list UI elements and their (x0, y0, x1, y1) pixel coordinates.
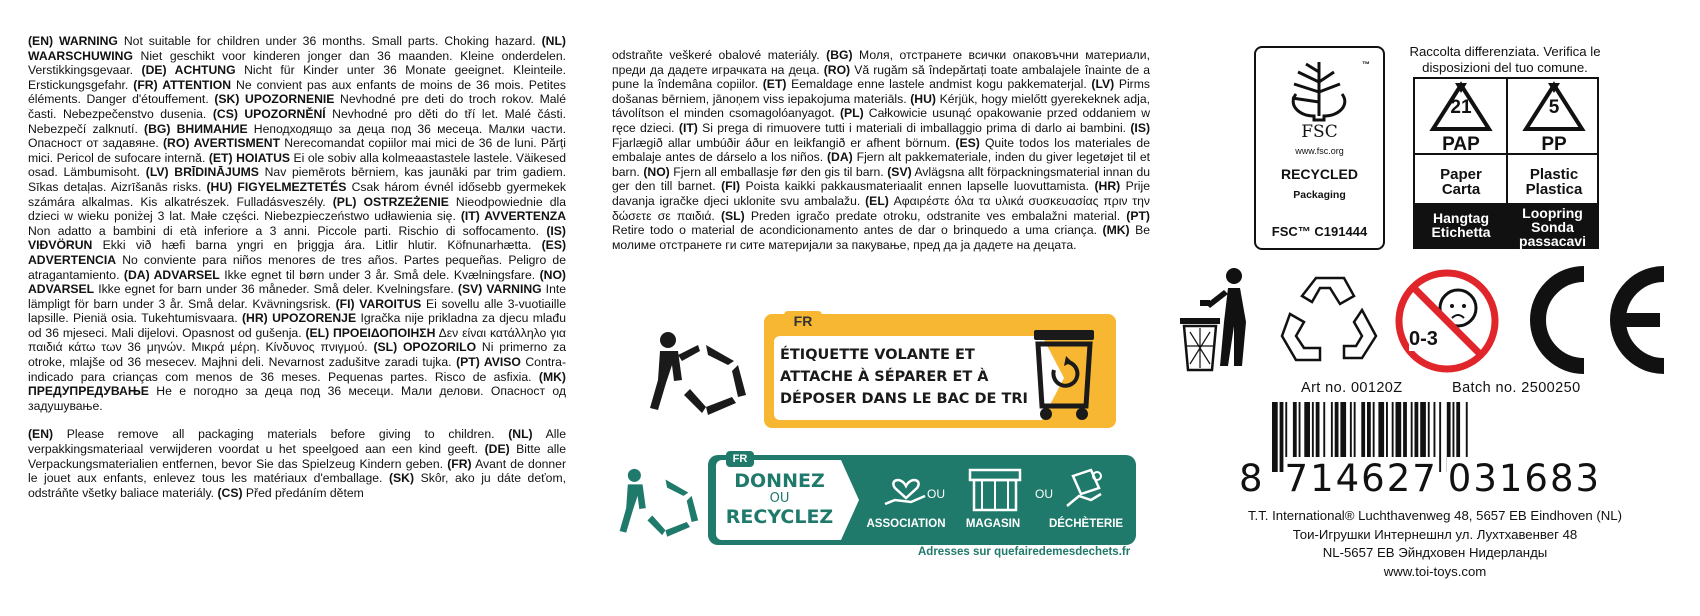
art-number: Art no. 00120Z (1301, 380, 1403, 396)
fsc-url: www.fsc.org (1295, 146, 1344, 156)
material-name-line: Plastic (1529, 166, 1579, 183)
resin-number: 5 (1548, 97, 1560, 118)
triman-green-icon (618, 462, 708, 542)
hangtag-cell (1415, 203, 1507, 249)
recycle-hand-icon (1061, 466, 1111, 514)
website-link[interactable]: Adresses sur quefairedemesdechets.fr (918, 546, 1131, 558)
triman-text (780, 344, 1030, 410)
magasin-label: MAGASIN (965, 518, 1021, 530)
fsc-label: FSC (1301, 122, 1338, 142)
fr-tag: FR (726, 451, 754, 467)
use-line: Etichetta (1431, 224, 1491, 240)
ce-mark-icon (1514, 264, 1674, 376)
use-line: passacavi (1519, 233, 1586, 249)
donnez-text (722, 470, 837, 528)
ean-group-1: 714627 (1284, 457, 1438, 500)
triman-text-line: DÉPOSER DANS LE BAC DE TRI (780, 391, 1028, 407)
association-label: ASSOCIATION (866, 518, 946, 530)
ean-prefix: 8 (1239, 457, 1265, 500)
donnez-ou: OU (769, 491, 790, 506)
warnings-column-2 (612, 48, 1150, 266)
address-line: NL-5657 ЕВ Эйндховен Нидерланды (1322, 545, 1548, 560)
use-line: Sonda (1531, 219, 1574, 235)
litter-bin-icon (1176, 266, 1262, 374)
not-for-under-3-icon (1394, 268, 1500, 374)
triman-text-line: ÉTIQUETTE VOLANTE ET (780, 347, 975, 363)
fsc-recycled: RECYCLED (1280, 166, 1358, 182)
material-name-line: Paper (1440, 166, 1482, 183)
raccolta-text: Raccolta differenziata. Verifica le disposizioni del tuo comune. (1409, 44, 1601, 75)
warnings-column-1 (28, 34, 566, 514)
use-line: Hangtag (1433, 210, 1489, 226)
fr-tag: FR (784, 311, 822, 331)
plastic-name (1508, 167, 1600, 197)
plastic-recycle-cell (1508, 79, 1600, 156)
recycle-table (1413, 77, 1599, 249)
address-line: T.T. International® Luchthavenweg 48, 5657 EB Eindhoven (NL) (1247, 508, 1623, 523)
heart-hand-icon (881, 466, 931, 514)
website-line[interactable]: www.toi-toys.com (1383, 563, 1487, 579)
use-line: Loopring (1522, 205, 1583, 221)
triman-icon (648, 325, 758, 420)
ou-label: OU (927, 487, 945, 501)
ean-group-2: 031683 (1447, 457, 1602, 500)
paper-name (1415, 167, 1507, 197)
paper-recycle-cell (1415, 79, 1507, 156)
packaging-paragraph-cont: odstraňte veškeré obalové materiály. (BG) Моля, отстранете всички опаковъчни материали, преди да дадете играчката на деца. (RO) Vă rugăm să îndepărtați toate ambalajele înainte de a pune la îndemâna copiilor. (ET) Eemaldage enne lastele andmist kogu pakkematerjal. (LV) Pirms došanas bērniem, jānoņem viss iepakojuma materiāls. (HU) Kérjük, hogy mielőtt gyerekeknek adja, távolítson el minden csomagolóanyagot. (PL) Całkowicie usunąć opakowanie przed oddaniem w ręce dzieci. (IT) Si prega di rimuovere tutti i materiali di imballaggio prima di darlo ai bambini. (IS) Fjarlægið allar umbúðir áður en leikfangið er afhent börnum. (ES) Quite todos los materiales de embalaje antes de dárselo a los niños. (DA) Fjern alt pakkemateriale, inden du giver legetøjet til et barn. (NO) Fjern all emballasje før den gis til barn. (SV) Avlägsna allt förpackningsmaterial innan du ger den till barnet. (FI) Poista kaikki pakkausmateriaalit ennen lapselle luovuttamista. (HR) Prije davanja igračke djeci uklonite svu ambalažu. (EL) Αφαιρέστε όλα τα υλικά συσκευασίας πριν την δώσετε σε παιδιά. (SL) Preden igračo predate otroku, odstranite ves embalažni material. (PT) Retire todo o material de acondicionamento antes de dar o brinquedo a uma criança. (MK) Ве молиме отстранете ги сите материјали за пакување, пред да ја дадете на децата. (612, 48, 1151, 252)
loopring-cell (1508, 203, 1597, 249)
triman-text-line: ATTACHE À SÉPARER ET À (780, 369, 989, 385)
warning-paragraph: (EN) WARNING Not suitable for children under 36 months. Small parts. Choking hazard. (NL) WAARSCHUWING Niet geschikt voor kinderen jonger dan 36 maanden. Kleine onderdelen. Verstikkingsgevaar. (DE) ACHTUNG Nicht für Kinder unter 36 Monate geeignet. Kleinteile. Erstickungsgefahr. (FR) ATTENTION Ne convient pas aux enfants de moins de 36 mois. Petites éléments. Danger d'étouffement. (SK) UPOZORNENIE Nevhodné pre deti do troch rokov. Malé časti. Nebezpečenstvo dusenia. (CS) UPOZORNĚNÍ Nevhodné pro děti do tří let. Malé části. Nebezpečí zalknutí. (BG) ВНИМАНИЕ Неподходящо за деца под 36 месеца. Малки части. Опасност от задавяне. (RO) AVERTISMENT Nerecomandat copiilor mai mici de 36 de luni. Părți mici. Pericol de sufocare internă. (ET) HOIATUS Ei ole sobiv alla kolmeaastastele lastele. Väikesed osad. Lämbumisoht. (LV) BRĪDINĀJUMS Nav piemērots bērniem, kas jaunāki par trim gadiem. Sīkas detaļas. Aizrīšanās risks. (HU) FIGYELMEZTETÉS Csak három évnél idősebb gyermekek számára alkalmas. Kis alkatrészek. Fulladásveszély. (PL) OSTRZEŻENIE Nieodpowiednie dla dzieci w wieku poniżej 3 lat. Małe części. Niebezpieczeństwo udławienia się. (IT) AVVERTENZA Non adatto a bambini di età inferiore a 3 anni. Piccole parti. Rischio di soffocamento. (IS) VIÐVÖRUN Ekki við hæfi barna yngri en þriggja ára. Litlir hlutir. Köfnunarhætta. (ES) ADVERTENCIA No conviente para niños menores de tres años. Partes pequeñas. Peligro de atragantamiento. (DA) ADVARSEL Ikke egnet til børn under 3 år. Små dele. Kvælningsfare. (NO) ADVARSEL Ikke egnet for barn under 36 måneder. Små deler. Kvelningsfare. (SV) VARNING Inte lämpligt för barn under 3 år. Små delar. Kvävningsrisk. (FI) VAROITUS Ei sovellu alle 3-vuotiaille lapsille. Pieniä osia. Tukehtumisvaara. (HR) UPOZORENJE Igračka nije prikladna za djecu mlađu od 36 mjeseci. Mali dijelovi. Opasnost od gušenja. (EL) ΠΡΟΕΙΔΟΠΟΙΗΣΗ Δεν είναι κατάλληλο για παιδιά κάτω των 36 μηνών. Μικρά μέρη. Κίνδυνος πνιγμού. (SL) OPOZORILO Ni primerno za otroke, mlajše od 36 mesecev. Majhni deli. Nevarnost zadušitve zaradi tujka. (PT) AVISO Contra-indicado para crianças com menos de 36 meses. Pequenas partes. Risco de asfixia. (MK) ПРЕДУПРЕДУВАЊЕ Не е погодно за деца под 36 месеци. Мали делови. Опасност од задушување. (28, 34, 567, 413)
batch-number: Batch no. 2500250 (1452, 380, 1581, 396)
decheterie-label: DÉCHÈTERIE (1048, 518, 1124, 530)
recycling-bin-icon (1028, 326, 1100, 422)
packaging-paragraph: (EN) Please remove all packaging materials before giving to children. (NL) Alle verpakkingsmateriaal verwijderen voordat u het speelgoed aan een kind geeft. (DE) Bitte alle Verpackungsmaterialien entfernen, bevor Sie das Spielzeug Kindern geben. (FR) Avant de donner le jouet aux enfants, enlevez tous les matériaux d'emballage. (SK) Skôr, ako ju dáte deťom, odstráňte všetky baliace materiály. (CS) Před předáním dětem (28, 427, 567, 500)
material-name-line: Plastica (1525, 181, 1583, 198)
fsc-code: FSC™ C191444 (1271, 224, 1368, 239)
resin-number: 21 (1450, 97, 1472, 118)
recyclez-line: RECYCLEZ (725, 506, 834, 528)
material-code: PAP (1442, 134, 1480, 155)
fsc-tree-icon (1284, 58, 1354, 122)
address-block (1200, 507, 1670, 581)
fsc-tm: ™ (1362, 60, 1370, 69)
fsc-packaging: Packaging (1293, 189, 1346, 201)
mobius-recycle-icon (1276, 266, 1384, 372)
material-name-line: Carta (1441, 181, 1481, 198)
address-line: Тои-Игрушки Интернешнл ул. Лухтхавенвег 48 (1292, 526, 1578, 542)
material-code: PP (1541, 134, 1567, 155)
donnez-line: DONNEZ (734, 470, 825, 492)
shop-icon (968, 466, 1022, 514)
ou-label: OU (1035, 487, 1053, 501)
ean-number (1238, 457, 1618, 500)
age-label: 0-3 (1409, 328, 1438, 350)
